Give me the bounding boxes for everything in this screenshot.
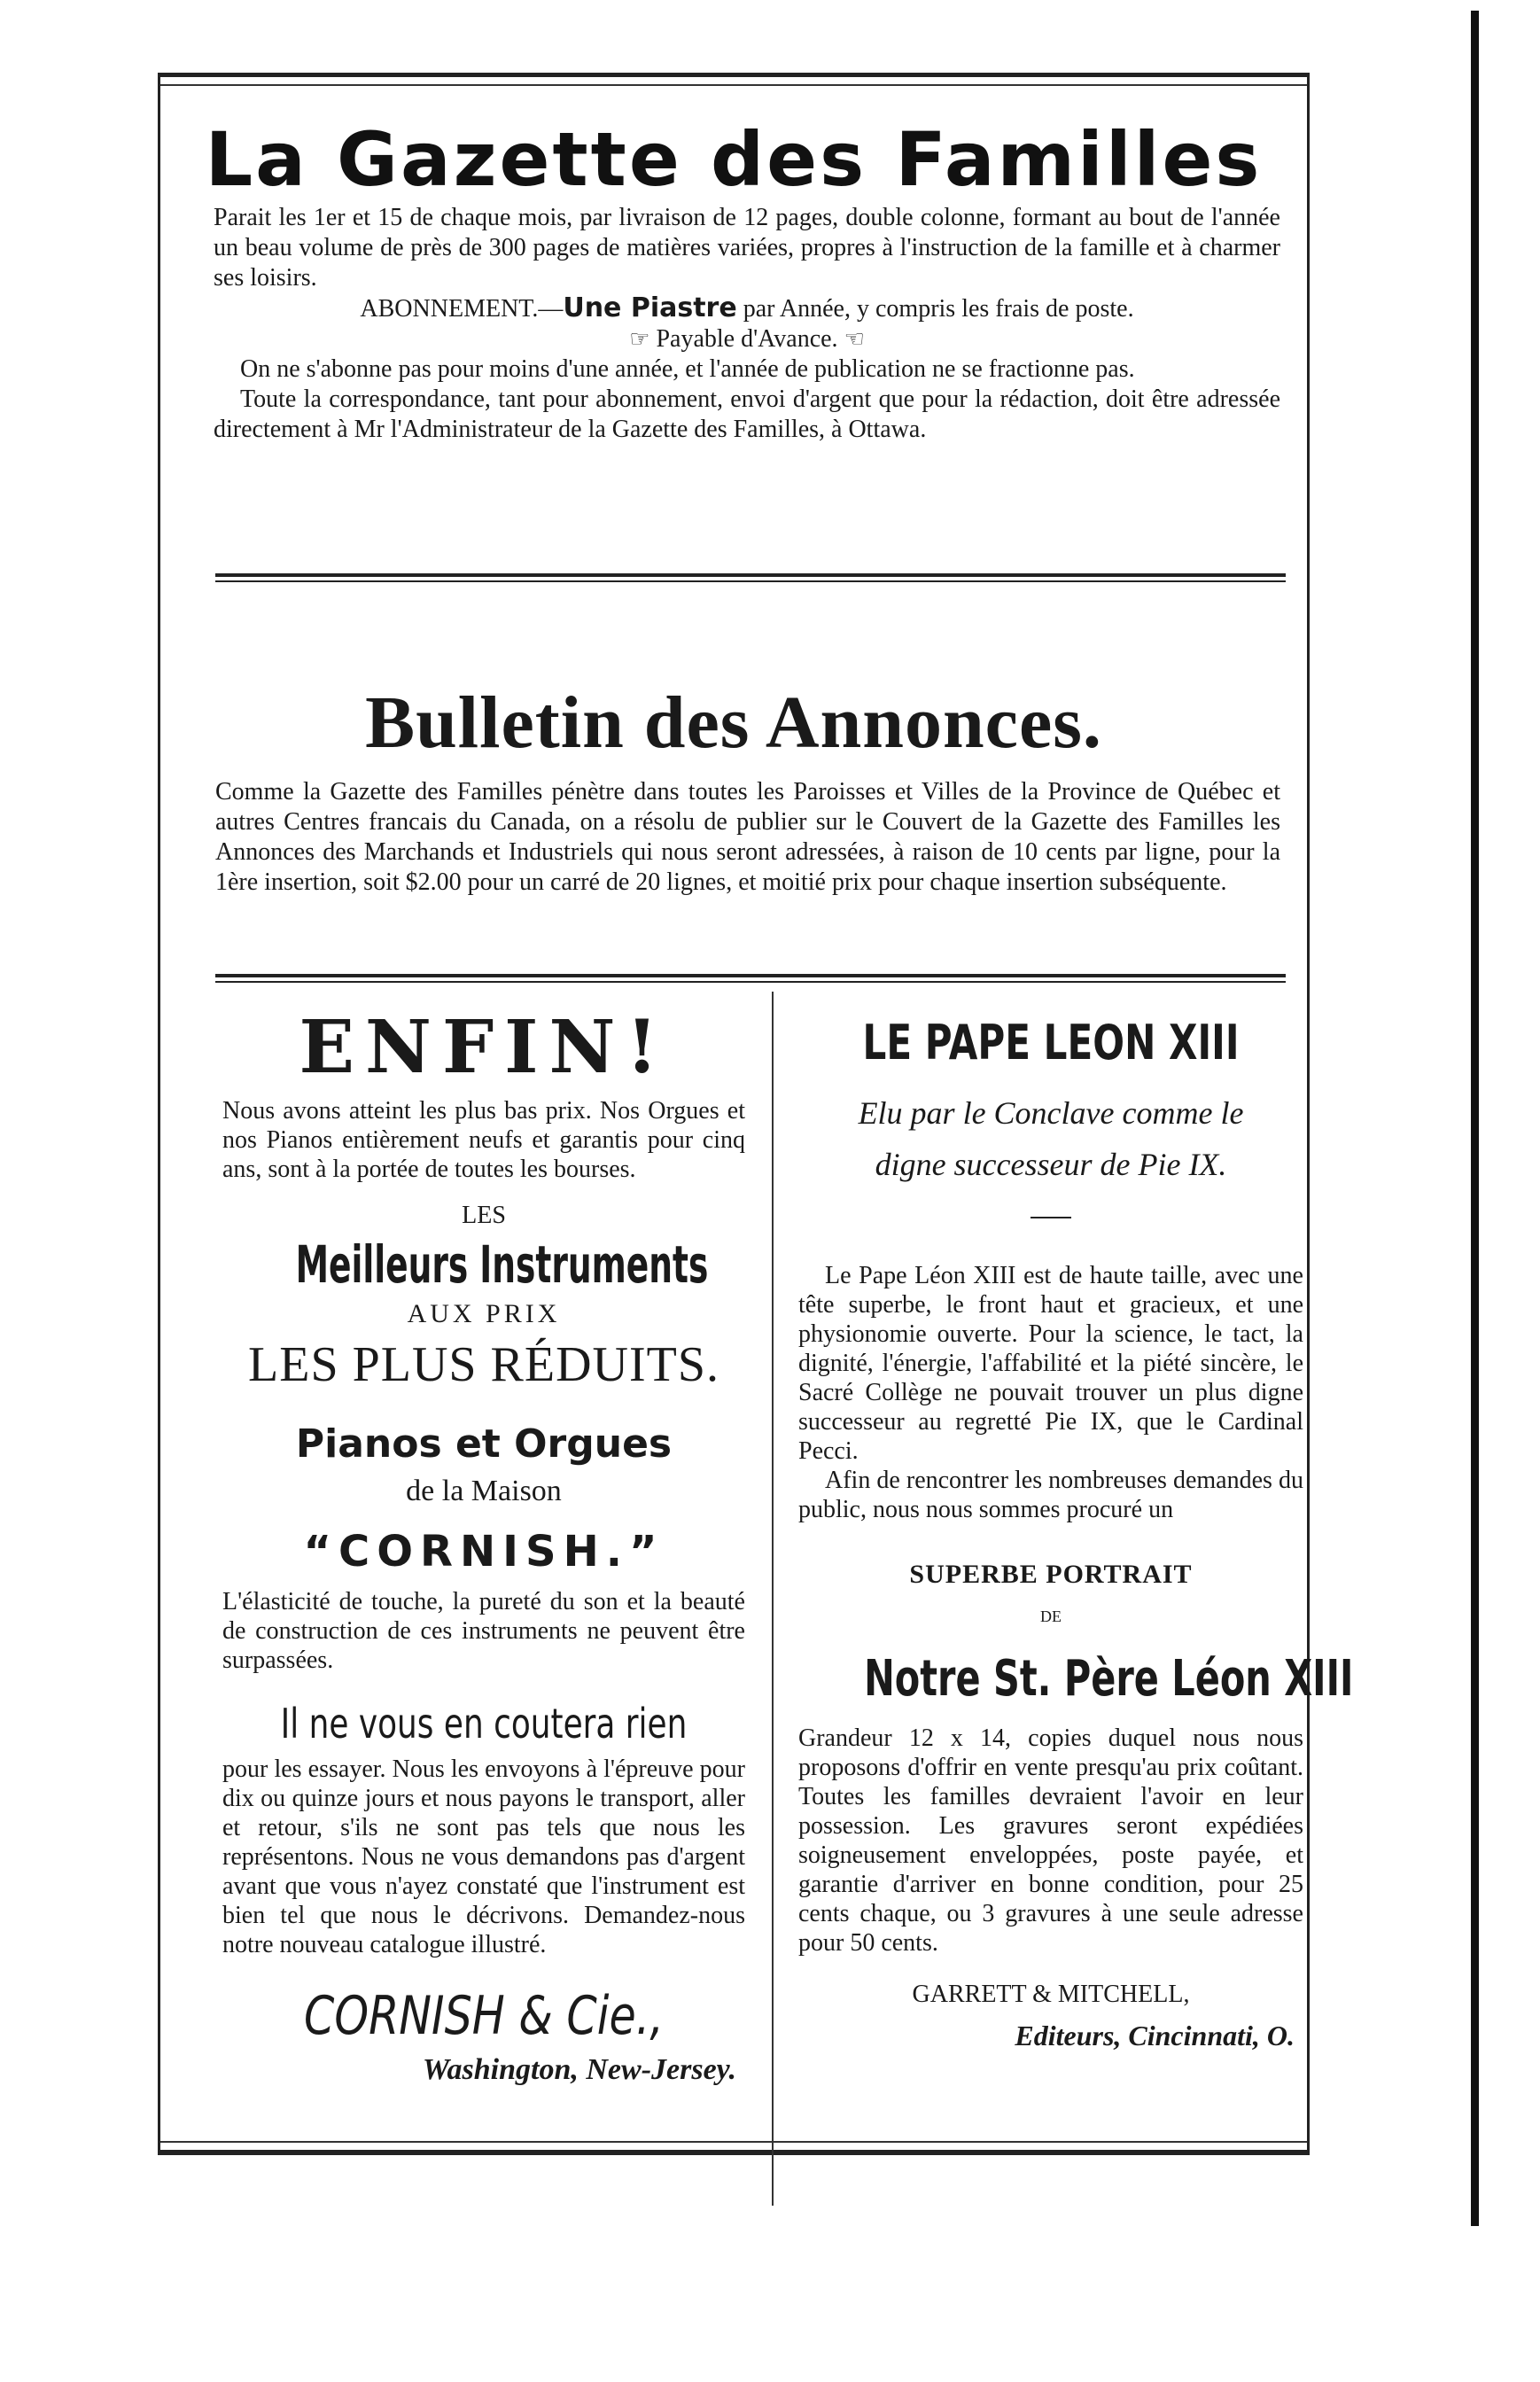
bulletin-body: Comme la Gazette des Familles pénètre dans toutes les Paroisses et Villes de la Province de Québec et autres Centres francais du Canada, on a résolu de publier sur le Couvert de la Gazette des Familles les Annonces des Marchands et Industriels qui nous seront adressées, à raison de 10 cents par ligne, pour la 1ère insertion, soit $2.00 pour un carré de 20 lignes, et moitié prix pour chaque insertion subséquente.: [215, 778, 1280, 896]
pape-headline: LE PAPE LEON XIII: [862, 1015, 1240, 1070]
free-trial-heading: Il ne vous en coutera rien: [280, 1700, 688, 1748]
pointing-hand-right-icon: ☜: [844, 326, 865, 353]
enfin-headline: ENFIN!: [299, 1005, 669, 1090]
intro-section: [214, 203, 1280, 445]
cornish-brand: “CORNISH.”: [303, 1527, 665, 1576]
plus-reduits-heading: LES PLUS RÉDUITS.: [248, 1337, 719, 1392]
page-title: La Gazette des Familles: [205, 116, 1263, 203]
minimum-subscription-note: On ne s'abonne pas pour moins d'une année, et l'année de publication ne se fractionne pas.: [240, 355, 1135, 383]
pianos-orgues-heading: Pianos et Orgues: [295, 1421, 673, 1467]
column-divider: [772, 992, 774, 2206]
publisher-location: Editeurs, Cincinnati, O.: [1015, 2020, 1295, 2051]
les-label: LES: [462, 1202, 506, 1229]
publisher-name: GARRETT & MITCHELL,: [912, 1981, 1190, 2008]
correspondence-note: Toute la correspondance, tant pour abonnement, envoi d'argent que pour la rédaction, doit être adressée directement à Mr l'Administrateur de la Gazette des Familles, à Ottawa.: [214, 385, 1280, 443]
frame-inner-top-rule: [160, 84, 1307, 86]
intro-paragraph: Parait les 1er et 15 de chaque mois, par livraison de 12 pages, double colonne, formant au bout de l'année un beau volume de près de 300 pages de matières variées, propres à l'instruction de la famille et à charmer ses loisirs.: [214, 204, 1280, 292]
demand-paragraph: Afin de rencontrer les nombreuses demandes du public, nous nous sommes procuré un: [798, 1467, 1303, 1523]
quality-paragraph: L'élasticité de touche, la pureté du son et la beauté de construction de ces instruments ne peuvent être surpassées.: [222, 1588, 745, 1674]
payable-line: [214, 324, 1280, 354]
portrait-offer-paragraph: Grandeur 12 x 14, copies duquel nous nous proposons d'offrir en vente presqu'au prix coûtant. Toutes les familles devraient l'avoir en leur possession. Les gravures seront expédiées soigneusement enveloppées, poste payée, et garantie d'arriver en bonne condition, pour 25 cents chaque, ou 3 gravures à une seule adresse pour 50 cents.: [798, 1724, 1303, 1957]
subscription-prefix: ABONNEMENT.—: [360, 295, 564, 323]
pope-description-paragraph: Le Pape Léon XIII est de haute taille, avec une tête superbe, le front haut et gracieux, et une physionomie ouverte. Pour la science, le tact, la dignité, l'énergie, l'affabilité et la piété sincère, le Sacré Collège ne pouvait trouver un plus digne successeur au regretté Pie IX, que le Cardinal Pecci.: [798, 1262, 1303, 1465]
advertisement-page-frame: [158, 73, 1354, 2155]
elu-line-1: Elu par le Conclave comme le: [858, 1095, 1244, 1131]
superbe-portrait-heading: SUPERBE PORTRAIT: [909, 1560, 1193, 1589]
subscription-line: [214, 293, 1280, 324]
prices-paragraph: Nous avons atteint les plus bas prix. Nos Orgues et nos Pianos entièrement neufs et garantis pour cinq ans, sont à la portée de toutes les bourses.: [222, 1097, 745, 1183]
aux-prix-label: AUX PRIX: [407, 1299, 561, 1328]
cornish-signature: CORNISH & Cie.,: [303, 1985, 665, 2047]
de-label: DE: [1040, 1607, 1062, 1625]
section-divider-1: [215, 573, 1286, 582]
payable-text: Payable d'Avance.: [656, 325, 838, 353]
maison-label: de la Maison: [406, 1475, 562, 1507]
section-divider-2: [215, 974, 1286, 983]
frame-inner-bottom-rule: [160, 2141, 1307, 2143]
right-margin-rule: [1471, 11, 1479, 2226]
pointing-hand-left-icon: ☞: [629, 326, 650, 353]
subscription-suffix: par Année, y compris les frais de poste.: [736, 295, 1134, 323]
notre-pere-heading: Notre St. Père Léon XIII: [864, 1650, 1354, 1708]
pope-portrait-advertisement: [798, 999, 1354, 2052]
cornish-location: Washington, New-Jersey.: [422, 2053, 736, 2086]
bulletin-title: Bulletin des Annonces.: [365, 681, 1102, 764]
meilleurs-instruments-heading: Meilleurs Instruments: [295, 1234, 709, 1295]
cornish-advertisement: [222, 999, 745, 2087]
trial-paragraph: pour les essayer. Nous les envoyons à l'épreuve pour dix ou quinze jours et nous payons le transport, aller et retour, s'ils ne sont pas tels que nous les représentons. Nous ne vous demandons pas d'argent avant que vous n'ayez constaté que l'instrument est bien tel que nous le décrivons. Demandez-nous notre nouveau catalogue illustré.: [222, 1755, 745, 1958]
subscription-price: Une Piastre: [563, 292, 737, 323]
short-dash-divider: [1031, 1217, 1071, 1218]
elu-line-2: digne successeur de Pie IX.: [875, 1147, 1227, 1182]
